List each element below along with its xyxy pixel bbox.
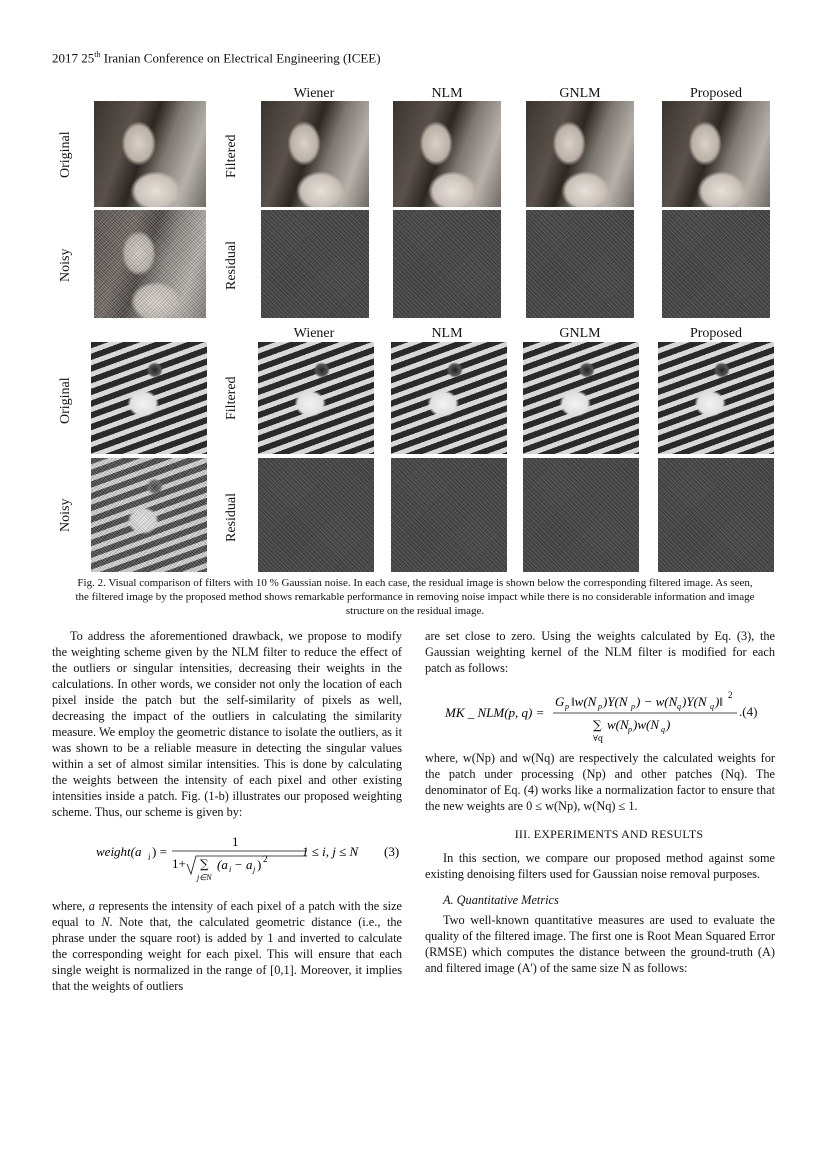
col-label-gnlm-2: GNLM <box>559 326 601 341</box>
svg-text:)w(N: )w(N <box>633 717 659 732</box>
lena-wiener-filtered-image <box>261 101 369 207</box>
right-paragraph-2: where, w(Np) and w(Nq) are respectively the calculated weights for the patch under processing (Np) and other patches (Nq). The denominator of Eq. (4) works like a normalization factor to ensure that the new weights are 0 ≤ w(Np), w(Nq) ≤ 1. <box>425 751 775 813</box>
parrot-proposed-filtered-image <box>658 342 774 454</box>
right-paragraph-3: In this section, we compare our proposed method against some existing denoising filters used for Gaussian noise removal purposes. <box>425 851 775 881</box>
right-column-2 <box>425 750 775 976</box>
row-label-residual-2: Residual <box>224 493 239 542</box>
row-label-original: Original <box>58 131 73 178</box>
left-column-2 <box>52 898 402 994</box>
svg-text:∑: ∑ <box>593 718 602 732</box>
parrot-original-image <box>91 342 207 454</box>
lena-wiener-residual-image <box>261 210 369 318</box>
svg-text:2: 2 <box>728 690 733 700</box>
svg-text:weight(a: weight(a <box>96 844 142 859</box>
lena-gnlm-residual-image <box>526 210 634 318</box>
col-label-wiener-2: Wiener <box>293 326 335 341</box>
col-label-gnlm: GNLM <box>559 86 601 101</box>
svg-text:w(N: w(N <box>607 717 629 732</box>
svg-text:∑: ∑ <box>200 857 209 871</box>
svg-text:): ) <box>257 857 262 872</box>
figure-caption: Fig. 2. Visual comparison of filters with 10 % Gaussian noise. In each case, the residual image is shown below the corresponding filtered image. As seen, the filtered image by the proposed method shows remarkable performance in removing noise impact while there is no considerable information and image structure on the residual image. <box>75 577 755 617</box>
svg-text:2: 2 <box>263 854 268 864</box>
svg-text:)Y(N: )Y(N <box>682 694 707 709</box>
svg-text:− a: − a <box>234 857 253 872</box>
lena-original-image <box>94 101 206 207</box>
lena-gnlm-filtered-image <box>526 101 634 207</box>
right-paragraph-1: are set close to zero. Using the weights calculated by Eq. (3), the Gaussian weighting kernel of the NLM filter is modified for each patch as follows: <box>425 629 775 675</box>
svg-text:j∈N: j∈N <box>197 873 212 882</box>
parrot-gnlm-filtered-image <box>523 342 639 454</box>
col-label-proposed: Proposed <box>689 86 743 101</box>
lena-proposed-residual-image <box>662 210 770 318</box>
col-label-wiener: Wiener <box>293 86 335 101</box>
parrot-noisy-image <box>91 458 207 572</box>
row-label-filtered: Filtered <box>224 134 239 178</box>
section-heading: III. EXPERIMENTS AND RESULTS <box>514 827 704 841</box>
row-label-noisy: Noisy <box>58 248 73 282</box>
svg-text:(a: (a <box>217 857 228 872</box>
equation-4-number: .(4) <box>739 704 758 719</box>
col-label-proposed-2: Proposed <box>689 326 743 341</box>
right-paragraph-4: Two well-known quantitative measures are used to evaluate the quality of the filtered image. The first one is Root Mean Squared Error (RMSE) which computes the distance between the ground-truth (A) and filtered image (A') of the same size N as follows: <box>425 913 775 975</box>
left-paragraph-2: where, a represents the intensity of each pixel of a patch with the size equal to N. Note that, the calculated geometric distance (i.e., the phrase under the square root) is added by 1 and inverted to calculate the corresponding weight for each pixel. This will ensure that each single weight is normalized in the range of [0,1]. Moreover, it implies that the weights of outliers <box>52 899 402 993</box>
svg-text:j: j <box>253 865 256 874</box>
svg-text:q: q <box>661 725 665 734</box>
row-label-original-2: Original <box>58 377 73 424</box>
parrot-wiener-residual-image <box>258 458 374 572</box>
page-header: 2017 25th Iranian Conference on Electrical Engineering (ICEE) <box>52 50 381 66</box>
svg-text:‖w(N: ‖w(N <box>571 694 597 709</box>
svg-text:p: p <box>628 725 632 734</box>
subsection-heading: A. Quantitative Metrics <box>443 893 559 907</box>
lena-nlm-filtered-image <box>393 101 501 207</box>
svg-text:p: p <box>631 702 635 711</box>
svg-text:q: q <box>710 702 714 711</box>
svg-text:1+: 1+ <box>172 856 186 871</box>
left-column <box>52 628 402 820</box>
svg-text:) =: ) = <box>152 844 167 859</box>
lena-nlm-residual-image <box>393 210 501 318</box>
equation-3-graphic <box>52 832 402 892</box>
svg-text:q: q <box>677 702 681 711</box>
svg-text:)‖: )‖ <box>715 694 723 709</box>
svg-text:(3): (3) <box>384 844 400 859</box>
svg-text:)Y(N: )Y(N <box>603 694 628 709</box>
row-label-filtered-2: Filtered <box>224 376 239 420</box>
svg-text:1 ≤ i, j ≤ N: 1 ≤ i, j ≤ N <box>302 844 359 859</box>
left-paragraph-1: To address the aforementioned drawback, we propose to modify the weighting scheme given by the NLM filter to reduce the effect of the outliers or singular intensities, decreasing their weights in the calculations. In other words, we consider not only the location of each pixel inside the patch but the self-similarity of pixels as well, decreasing the impact of the outliers in calculating the similarity measure. We employ the geometric distance to isolate the outliers, as it was shown to be a reliable measure in detecting the singular values within a set of almost similar intensities. This is done by calculating the weights between the intensity of each pixel and other existing intensities inside a patch. Fig. (1-b) illustrates our proposed weighting scheme. Thus, our scheme is given by: <box>52 629 402 819</box>
parrot-nlm-residual-image <box>391 458 507 572</box>
parrot-nlm-filtered-image <box>391 342 507 454</box>
svg-text:1: 1 <box>232 834 239 849</box>
parrot-gnlm-residual-image <box>523 458 639 572</box>
svg-text:i: i <box>229 865 232 874</box>
svg-text:p: p <box>598 702 602 711</box>
row-label-residual: Residual <box>224 241 239 290</box>
svg-text:p: p <box>565 702 569 711</box>
col-label-nlm: NLM <box>431 86 463 101</box>
svg-text:): ) <box>666 717 671 732</box>
lena-noisy-image <box>94 210 206 318</box>
parrot-wiener-filtered-image <box>258 342 374 454</box>
row-label-noisy-2: Noisy <box>58 498 73 532</box>
svg-text:G: G <box>555 694 565 709</box>
svg-text:) − w(N: ) − w(N <box>636 694 678 709</box>
equation-3 <box>52 832 402 892</box>
equation-4 <box>425 686 775 746</box>
equation-4-graphic <box>425 686 775 746</box>
col-label-nlm-2: NLM <box>431 326 463 341</box>
svg-text:i: i <box>148 852 151 862</box>
lena-proposed-filtered-image <box>662 101 770 207</box>
svg-text:MK _ NLM(p, q) =: MK _ NLM(p, q) = <box>445 705 545 720</box>
right-column <box>425 628 775 676</box>
parrot-proposed-residual-image <box>658 458 774 572</box>
svg-text:∀q: ∀q <box>593 734 603 743</box>
